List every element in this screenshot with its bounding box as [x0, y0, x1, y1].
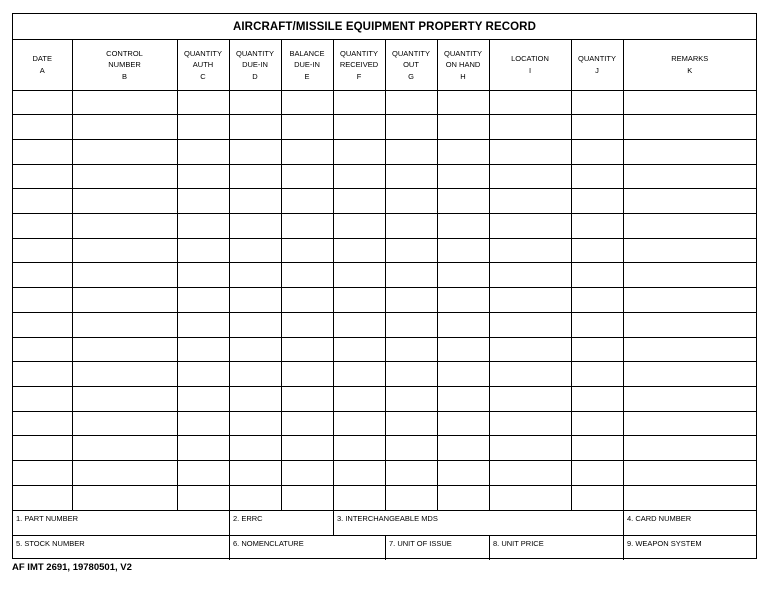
table-cell[interactable]	[13, 461, 72, 486]
table-cell[interactable]	[281, 214, 333, 239]
table-cell[interactable]	[281, 263, 333, 288]
column-header-line: J	[595, 65, 599, 75]
table-row	[13, 386, 756, 411]
table-row	[13, 139, 756, 164]
nomenclature-field[interactable]	[229, 536, 385, 560]
column-header-location	[489, 40, 571, 90]
table-cell[interactable]	[437, 362, 489, 387]
table-cell[interactable]	[489, 189, 571, 214]
table-cell[interactable]	[229, 238, 281, 263]
unit-price-label: 8. UNIT PRICE	[493, 539, 544, 548]
table-cell[interactable]	[571, 411, 623, 436]
table-cell[interactable]	[333, 164, 385, 189]
column-header-line: A	[39, 65, 45, 75]
column-header-quantity-received	[333, 40, 385, 90]
table-cell[interactable]	[72, 362, 177, 387]
column-header-line: E	[304, 71, 310, 81]
table-cell[interactable]	[437, 90, 489, 115]
table-cell[interactable]	[623, 263, 756, 288]
table-row	[13, 238, 756, 263]
table-cell[interactable]	[385, 288, 437, 313]
table-cell[interactable]	[437, 263, 489, 288]
stock-number-field[interactable]	[13, 536, 229, 560]
column-header-line: RECEIVED	[339, 60, 379, 69]
table-cell[interactable]	[281, 238, 333, 263]
table-cell[interactable]	[13, 238, 72, 263]
table-body	[13, 90, 756, 510]
table-cell[interactable]	[72, 214, 177, 239]
table-cell[interactable]	[571, 189, 623, 214]
table-cell[interactable]	[72, 386, 177, 411]
table-cell[interactable]	[281, 436, 333, 461]
table-cell[interactable]	[623, 115, 756, 140]
column-header-line: QUANTITY	[184, 48, 222, 58]
table-row	[13, 436, 756, 461]
table-cell[interactable]	[177, 139, 229, 164]
table-cell[interactable]	[571, 164, 623, 189]
part-number-label: 1. PART NUMBER	[16, 514, 79, 523]
unit-of-issue-field[interactable]	[385, 536, 489, 560]
table-cell[interactable]	[13, 312, 72, 337]
table-row	[13, 362, 756, 387]
column-header-quantity-out	[385, 40, 437, 90]
table-cell[interactable]	[281, 115, 333, 140]
table-cell[interactable]	[489, 485, 571, 510]
table-cell[interactable]	[385, 312, 437, 337]
column-header-line: QUANTITY	[392, 48, 430, 58]
table-cell[interactable]	[177, 164, 229, 189]
column-header-line: NUMBER	[108, 60, 141, 69]
table-cell[interactable]	[177, 411, 229, 436]
table-cell[interactable]	[623, 461, 756, 486]
table-cell[interactable]	[281, 189, 333, 214]
interchangeable-mds-label: 3. INTERCHANGEABLE MDS	[337, 514, 438, 523]
table-cell[interactable]	[385, 337, 437, 362]
table-cell[interactable]	[571, 139, 623, 164]
nomenclature-label: 6. NOMENCLATURE	[233, 539, 304, 548]
table-row	[13, 411, 756, 436]
table-cell[interactable]	[437, 214, 489, 239]
table-cell[interactable]	[229, 164, 281, 189]
table-cell[interactable]	[72, 90, 177, 115]
column-header-balance-due-in	[281, 40, 333, 90]
table-cell[interactable]	[72, 337, 177, 362]
table-cell[interactable]	[623, 337, 756, 362]
table-cell[interactable]	[333, 189, 385, 214]
table-cell[interactable]	[385, 90, 437, 115]
table-cell[interactable]	[229, 461, 281, 486]
table-cell[interactable]	[623, 139, 756, 164]
table-cell[interactable]	[13, 485, 72, 510]
table-cell[interactable]	[281, 485, 333, 510]
column-header-line: QUANTITY	[340, 48, 378, 58]
table-cell[interactable]	[437, 436, 489, 461]
table-cell[interactable]	[489, 337, 571, 362]
table-row	[13, 337, 756, 362]
table-cell[interactable]	[72, 461, 177, 486]
table-row	[13, 90, 756, 115]
table-cell[interactable]	[13, 263, 72, 288]
unit-of-issue-label: 7. UNIT OF ISSUE	[389, 539, 452, 548]
table-cell[interactable]	[333, 362, 385, 387]
column-header-line: C	[200, 71, 206, 81]
column-header-line: REMARKS	[671, 54, 709, 64]
table-cell[interactable]	[385, 362, 437, 387]
table-cell[interactable]	[281, 288, 333, 313]
table-cell[interactable]	[571, 115, 623, 140]
table-cell[interactable]	[72, 238, 177, 263]
table-cell[interactable]	[333, 115, 385, 140]
table-cell[interactable]	[229, 115, 281, 140]
table-cell[interactable]	[229, 362, 281, 387]
column-header-line: D	[252, 71, 258, 81]
table-cell[interactable]	[229, 411, 281, 436]
table-cell[interactable]	[177, 238, 229, 263]
card-number-label: 4. CARD NUMBER	[627, 514, 692, 523]
table-cell[interactable]	[385, 139, 437, 164]
table-cell[interactable]	[571, 238, 623, 263]
table-cell[interactable]	[229, 90, 281, 115]
table-cell[interactable]	[72, 263, 177, 288]
table-cell[interactable]	[13, 411, 72, 436]
table-cell[interactable]	[571, 485, 623, 510]
table-cell[interactable]	[437, 312, 489, 337]
weapon-system-field[interactable]	[623, 536, 756, 560]
table-cell[interactable]	[437, 461, 489, 486]
table-cell[interactable]	[571, 288, 623, 313]
table-cell[interactable]	[13, 436, 72, 461]
table-cell[interactable]	[437, 115, 489, 140]
table-cell[interactable]	[333, 139, 385, 164]
column-header-line: QUANTITY	[444, 48, 482, 58]
card-number-field[interactable]	[623, 511, 756, 535]
column-header-line: K	[687, 65, 693, 75]
table-cell[interactable]	[489, 436, 571, 461]
table-cell[interactable]	[333, 238, 385, 263]
column-header-line: I	[528, 65, 532, 75]
table-cell[interactable]	[385, 386, 437, 411]
weapon-system-label: 9. WEAPON SYSTEM	[627, 539, 702, 548]
table-cell[interactable]	[437, 337, 489, 362]
errc-field[interactable]	[229, 511, 333, 535]
column-header-quantity-on-hand	[437, 40, 489, 90]
table-cell[interactable]	[623, 288, 756, 313]
column-header-quantity-due-in	[229, 40, 281, 90]
table-cell[interactable]	[437, 164, 489, 189]
table-cell[interactable]	[229, 288, 281, 313]
table-cell[interactable]	[72, 312, 177, 337]
table-cell[interactable]	[489, 115, 571, 140]
table-row	[13, 485, 756, 510]
table-cell[interactable]	[177, 386, 229, 411]
column-header-quantity	[571, 40, 623, 90]
table-cell[interactable]	[437, 485, 489, 510]
unit-price-field[interactable]	[489, 536, 623, 560]
table-cell[interactable]	[385, 214, 437, 239]
table-cell[interactable]	[177, 263, 229, 288]
table-cell[interactable]	[281, 312, 333, 337]
table-cell[interactable]	[177, 312, 229, 337]
table-cell[interactable]	[13, 386, 72, 411]
table-cell[interactable]	[177, 461, 229, 486]
table-row	[13, 263, 756, 288]
table-cell[interactable]	[229, 214, 281, 239]
table-header-row	[13, 40, 756, 90]
table-cell[interactable]	[489, 386, 571, 411]
table-cell[interactable]	[281, 411, 333, 436]
table-cell[interactable]	[385, 411, 437, 436]
table-cell[interactable]	[229, 139, 281, 164]
table-cell[interactable]	[437, 386, 489, 411]
table-cell[interactable]	[385, 461, 437, 486]
table-cell[interactable]	[281, 386, 333, 411]
table-cell[interactable]	[385, 485, 437, 510]
table-cell[interactable]	[489, 288, 571, 313]
table-cell[interactable]	[177, 115, 229, 140]
table-cell[interactable]	[72, 115, 177, 140]
table-cell[interactable]	[571, 436, 623, 461]
table-cell[interactable]	[281, 362, 333, 387]
property-record-form	[12, 13, 757, 559]
table-cell[interactable]	[623, 214, 756, 239]
table-cell[interactable]	[13, 214, 72, 239]
table-cell[interactable]	[623, 312, 756, 337]
column-header-line: CONTROL	[106, 48, 143, 58]
table-cell[interactable]	[489, 411, 571, 436]
column-header-remarks	[623, 40, 756, 90]
column-header-line: H	[460, 71, 466, 81]
table-cell[interactable]	[72, 139, 177, 164]
table-cell[interactable]	[333, 386, 385, 411]
column-header-line: DUE-IN	[294, 60, 320, 69]
table-cell[interactable]	[229, 337, 281, 362]
item-info-row-1	[13, 510, 756, 535]
item-info-row-2	[13, 535, 756, 560]
table-cell[interactable]	[229, 386, 281, 411]
column-header-line: DUE-IN	[242, 60, 268, 69]
table-cell[interactable]	[13, 288, 72, 313]
table-cell[interactable]	[72, 189, 177, 214]
column-header-date	[13, 40, 72, 90]
interchangeable-mds-field[interactable]	[333, 511, 623, 535]
table-cell[interactable]	[333, 214, 385, 239]
table-cell[interactable]	[333, 263, 385, 288]
table-cell[interactable]	[623, 362, 756, 387]
column-header-quantity-auth	[177, 40, 229, 90]
table-cell[interactable]	[177, 214, 229, 239]
column-header-line: G	[408, 71, 414, 81]
table-cell[interactable]	[489, 164, 571, 189]
table-cell[interactable]	[333, 461, 385, 486]
table-cell[interactable]	[177, 337, 229, 362]
column-header-line: BALANCE	[289, 48, 325, 58]
table-cell[interactable]	[229, 312, 281, 337]
record-table	[13, 40, 756, 510]
table-cell[interactable]	[333, 485, 385, 510]
table-cell[interactable]	[489, 362, 571, 387]
table-cell[interactable]	[13, 337, 72, 362]
column-header-line: DATE	[32, 54, 52, 64]
table-cell[interactable]	[333, 312, 385, 337]
table-cell[interactable]	[229, 436, 281, 461]
column-header-line: F	[356, 71, 362, 81]
table-cell[interactable]	[385, 238, 437, 263]
table-cell[interactable]	[623, 189, 756, 214]
table-cell[interactable]	[571, 461, 623, 486]
table-cell[interactable]	[177, 436, 229, 461]
table-cell[interactable]	[385, 164, 437, 189]
table-cell[interactable]	[177, 485, 229, 510]
column-header-line: AUTH	[192, 60, 214, 69]
table-cell[interactable]	[177, 90, 229, 115]
table-cell[interactable]	[13, 362, 72, 387]
table-cell[interactable]	[229, 263, 281, 288]
table-row	[13, 312, 756, 337]
form-title: AIRCRAFT/MISSILE EQUIPMENT PROPERTY RECORD	[13, 14, 756, 40]
table-cell[interactable]	[177, 189, 229, 214]
table-cell[interactable]	[177, 362, 229, 387]
table-cell[interactable]	[72, 485, 177, 510]
table-cell[interactable]	[281, 164, 333, 189]
table-row	[13, 288, 756, 313]
table-row	[13, 164, 756, 189]
table-cell[interactable]	[333, 411, 385, 436]
table-cell[interactable]	[385, 189, 437, 214]
table-cell[interactable]	[281, 337, 333, 362]
stock-number-label: 5. STOCK NUMBER	[16, 539, 85, 548]
table-cell[interactable]	[571, 312, 623, 337]
table-cell[interactable]	[437, 139, 489, 164]
table-cell[interactable]	[333, 288, 385, 313]
table-cell[interactable]	[489, 139, 571, 164]
table-row	[13, 189, 756, 214]
table-cell[interactable]	[489, 214, 571, 239]
table-cell[interactable]	[385, 436, 437, 461]
part-number-field[interactable]	[13, 511, 229, 535]
table-cell[interactable]	[229, 485, 281, 510]
table-cell[interactable]	[489, 90, 571, 115]
form-number: AF IMT 2691, 19780501, V2	[12, 562, 132, 573]
table-cell[interactable]	[571, 90, 623, 115]
table-cell[interactable]	[489, 461, 571, 486]
errc-label: 2. ERRC	[233, 514, 263, 523]
table-cell[interactable]	[72, 411, 177, 436]
table-row	[13, 115, 756, 140]
table-cell[interactable]	[489, 263, 571, 288]
table-cell[interactable]	[13, 164, 72, 189]
column-header-line: LOCATION	[511, 54, 549, 64]
table-cell[interactable]	[623, 436, 756, 461]
table-cell[interactable]	[281, 139, 333, 164]
table-cell[interactable]	[623, 485, 756, 510]
table-cell[interactable]	[437, 288, 489, 313]
table-cell[interactable]	[333, 436, 385, 461]
table-row	[13, 214, 756, 239]
table-row	[13, 461, 756, 486]
table-cell[interactable]	[489, 238, 571, 263]
table-cell[interactable]	[571, 362, 623, 387]
column-header-line: ON HAND	[445, 60, 481, 69]
column-header-line: QUANTITY	[578, 54, 616, 64]
table-cell[interactable]	[571, 337, 623, 362]
table-cell[interactable]	[13, 115, 72, 140]
table-cell[interactable]	[177, 288, 229, 313]
table-cell[interactable]	[571, 214, 623, 239]
column-header-line: OUT	[403, 60, 419, 69]
table-cell[interactable]	[385, 263, 437, 288]
table-cell[interactable]	[385, 115, 437, 140]
table-cell[interactable]	[623, 411, 756, 436]
table-cell[interactable]	[13, 189, 72, 214]
table-cell[interactable]	[72, 436, 177, 461]
table-cell[interactable]	[13, 90, 72, 115]
table-cell[interactable]	[437, 189, 489, 214]
table-cell[interactable]	[623, 238, 756, 263]
column-header-control-number	[72, 40, 177, 90]
table-cell[interactable]	[333, 337, 385, 362]
table-cell[interactable]	[281, 90, 333, 115]
column-header-line: B	[121, 71, 127, 81]
table-cell[interactable]	[623, 90, 756, 115]
table-cell[interactable]	[229, 189, 281, 214]
table-cell[interactable]	[571, 386, 623, 411]
column-header-line: QUANTITY	[236, 48, 274, 58]
table-cell[interactable]	[13, 139, 72, 164]
table-cell[interactable]	[72, 288, 177, 313]
table-cell[interactable]	[437, 238, 489, 263]
table-cell[interactable]	[72, 164, 177, 189]
table-cell[interactable]	[437, 411, 489, 436]
table-cell[interactable]	[489, 312, 571, 337]
table-cell[interactable]	[571, 263, 623, 288]
table-cell[interactable]	[623, 164, 756, 189]
table-cell[interactable]	[623, 386, 756, 411]
table-cell[interactable]	[281, 461, 333, 486]
table-cell[interactable]	[333, 90, 385, 115]
